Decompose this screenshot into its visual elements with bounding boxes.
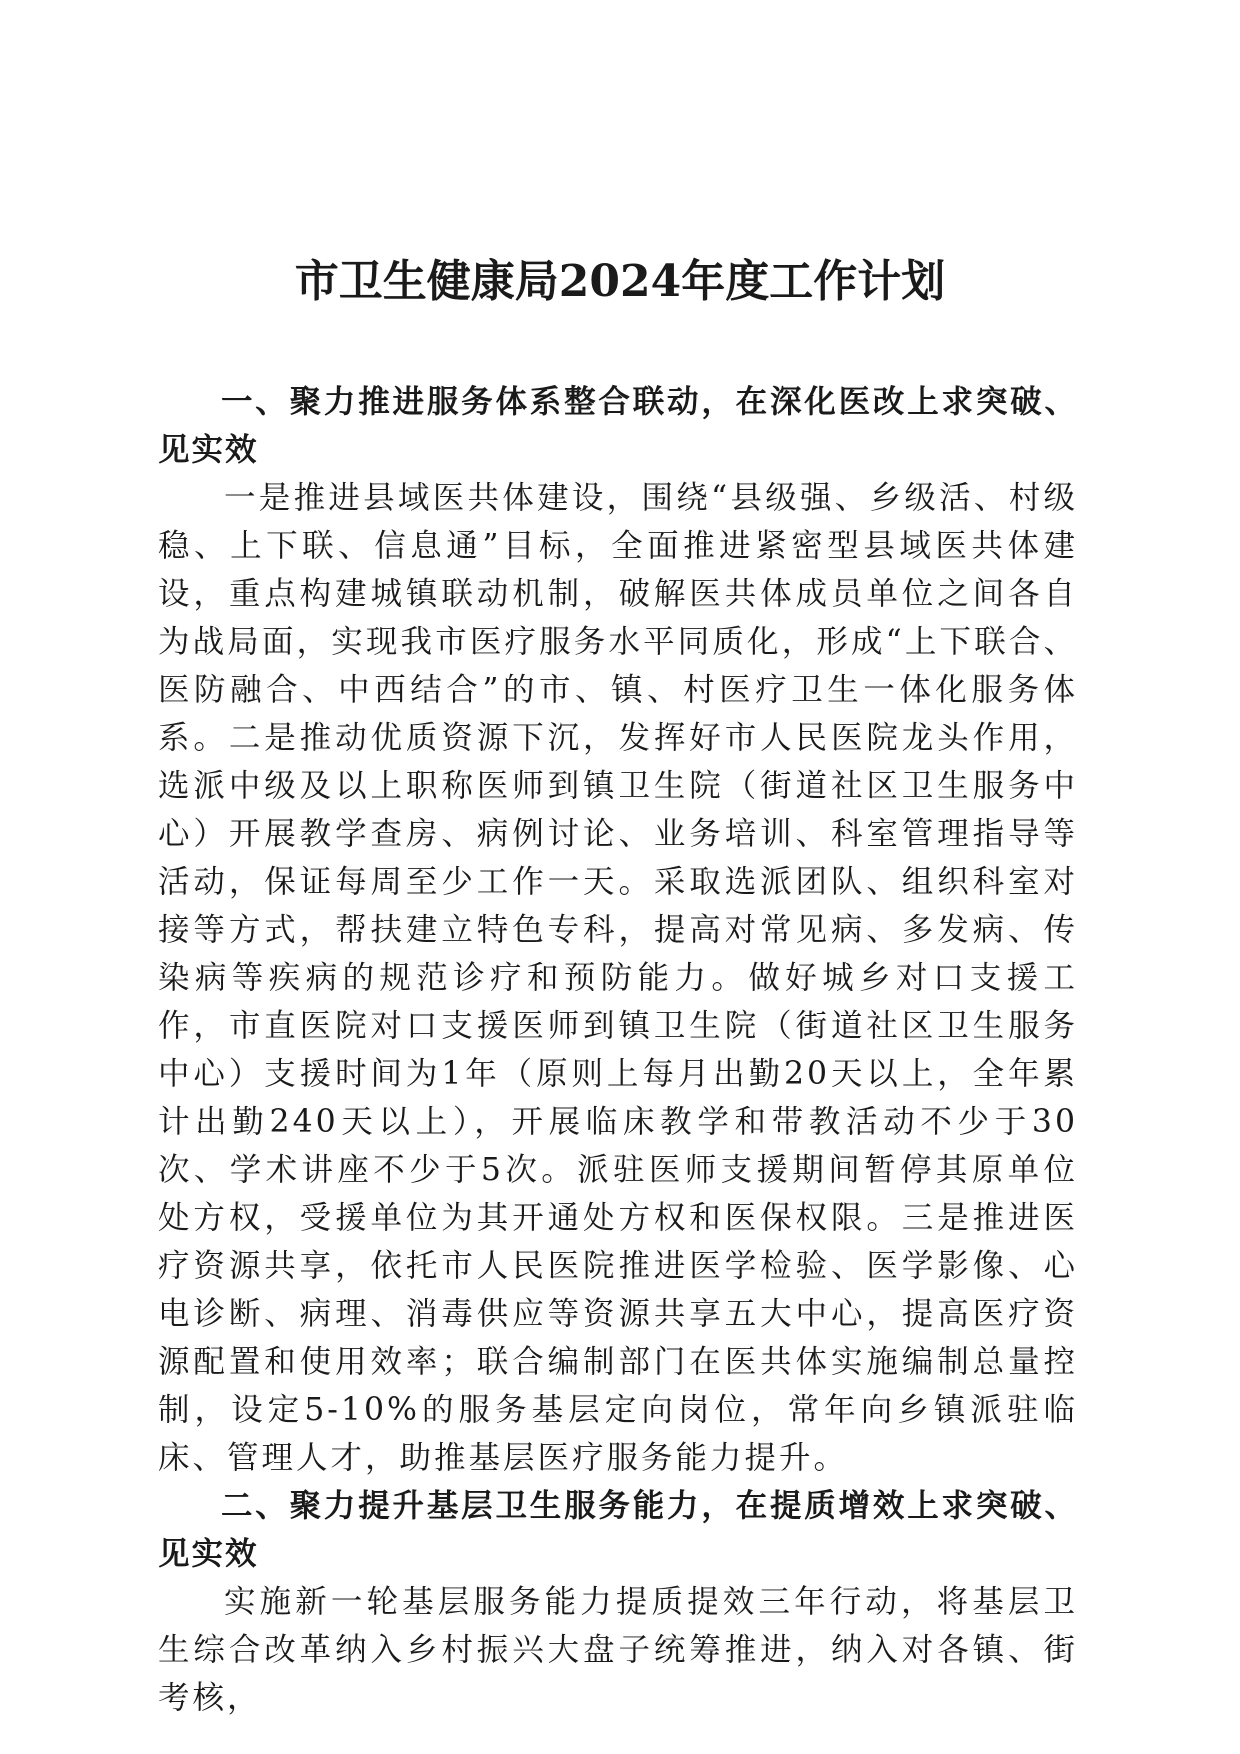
document-body: [158, 378, 1078, 1722]
section-paragraph-2: 实施新一轮基层服务能力提质提效三年行动，将基层卫生综合改革纳入乡村振兴大盘子统筹推进，纳入对各镇、街考核，: [158, 1584, 1078, 1716]
document-title: 市卫生健康局2024年度工作计划: [294, 256, 946, 307]
section-paragraph-1: 一是推进县域医共体建设，围绕“县级强、乡级活、村级稳、上下联、信息通”目标，全面推进紧密型县域医共体建设，重点构建城镇联动机制，破解医共体成员单位之间各自为战局面，实现我市医疗服务水平同质化，形成“上下联合、医防融合、中西结合”的市、镇、村医疗卫生一体化服务体系。二是推动优质资源下沉，发挥好市人民医院龙头作用，选派中级及以上职称医师到镇卫生院（街道社区卫生服务中心）开展教学查房、病例讨论、业务培训、科室管理指导等活动，保证每周至少工作一天。采取选派团队、组织科室对接等方式，帮扶建立特色专科，提高对常见病、多发病、传染病等疾病的规范诊疗和预防能力。做好城乡对口支援工作，市直医院对口支援医师到镇卫生院（街道社区卫生服务中心）支援时间为1年（原则上每月出勤20天以上，全年累计出勤240天以上），开展临床教学和带教活动不少于30次、学术讲座不少于5次。派驻医师支援期间暂停其原单位处方权，受援单位为其开通处方权和医保权限。三是推进医疗资源共享，依托市人民医院推进医学检验、医学影像、心电诊断、病理、消毒供应等资源共享五大中心，提高医疗资源配置和使用效率；联合编制部门在医共体实施编制总量控制，设定5-10%的服务基层定向岗位，常年向乡镇派驻临床、管理人才，助推基层医疗服务能力提升。: [158, 480, 1078, 1476]
section-heading-2: 二、聚力提升基层卫生服务能力，在提质增效上求突破、见实效: [158, 1488, 1078, 1572]
section-heading-1: 一、聚力推进服务体系整合联动，在深化医改上求突破、见实效: [158, 384, 1078, 468]
